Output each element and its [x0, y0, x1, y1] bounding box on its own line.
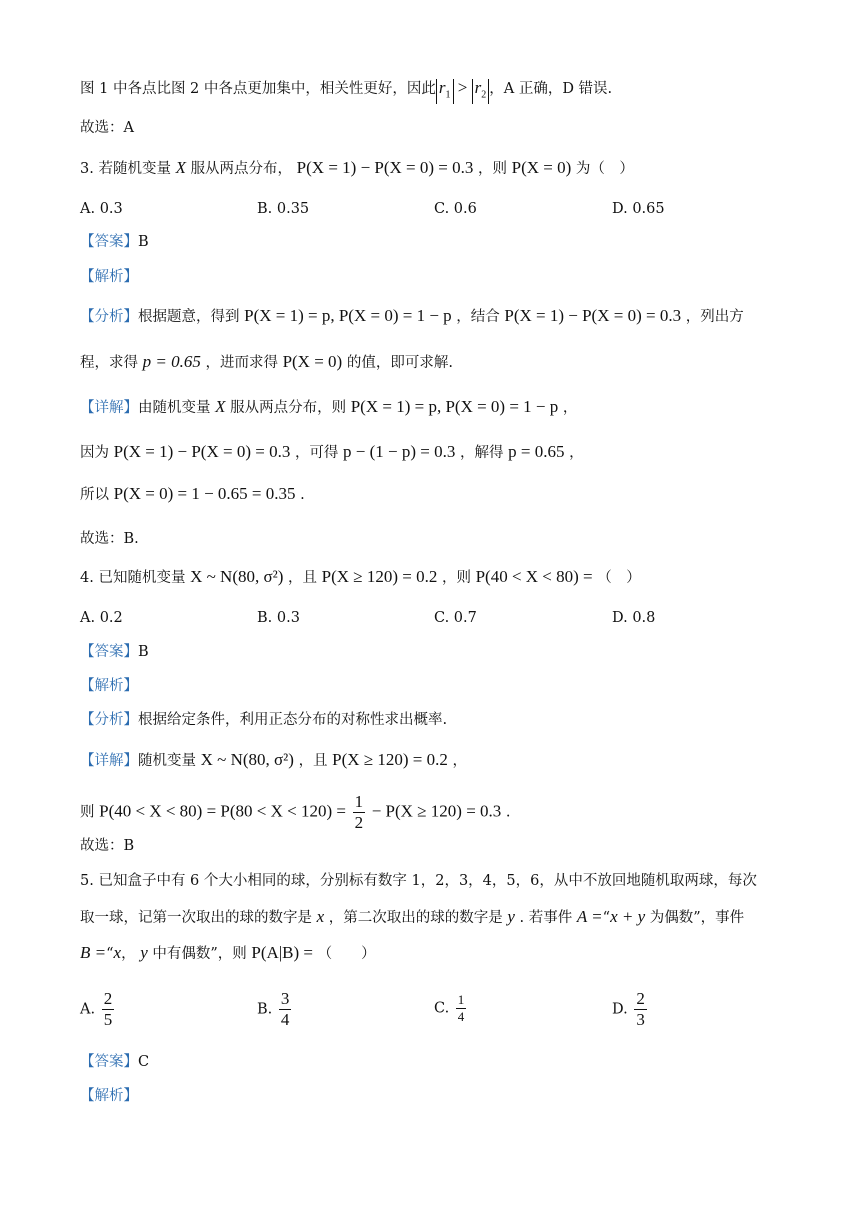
- q3-stem-formula-2: P(X = 0): [511, 158, 572, 177]
- q3-xiangjie-line-1: 【详解】由随机变量 X 服从两点分布，则 P(X = 1) = p, P(X = 0) = 1 − p ，: [80, 397, 578, 416]
- q4-option-a: A. 0.2: [80, 610, 123, 626]
- q5-option-c: C. $\frac{1}{4}$: [434, 992, 465, 1024]
- q3-analysis-tag: 【解析】: [80, 269, 138, 285]
- q3-stem-formula: P(X = 1) − P(X = 0) = 0.3: [296, 158, 474, 177]
- q2-conclusion-text: 图 1 中各点比图 2 中各点更加集中，相关性更好，因此: [80, 81, 436, 97]
- q4-option-b: B. 0.3: [257, 610, 300, 626]
- q4-choose: 故选：B: [80, 838, 135, 854]
- q2-conclusion-text-2: ，A 正确，D 错误.: [489, 81, 613, 97]
- q3-option-c: C. 0.6: [434, 201, 477, 217]
- q4-answer: 【答案】B: [80, 644, 149, 660]
- q5-stem-line-2: 取一球，记第一次取出的球的数字是 x ，第二次取出的球的数字是 y . 若事件 A =“x + y 为偶数”，事件: [80, 907, 745, 926]
- q3-option-a: A. 0.3: [80, 201, 123, 217]
- q3-option-b: B. 0.35: [257, 201, 310, 217]
- q5-option-b: B. $\frac{3}{4}$: [257, 989, 290, 1029]
- q4-xiangjie-line-2: 则 P(40 < X < 80) = P(80 < X < 120) = $\frac{1}{2}$ − P(X ≥ 120) = 0.3 .: [80, 792, 511, 832]
- q2-choose: 故选：A: [80, 120, 134, 136]
- q5-analysis-tag: 【解析】: [80, 1088, 138, 1104]
- q3-answer: 【答案】B: [80, 234, 149, 250]
- q4-stem: 4. 已知随机变量 X ~ N(80, σ²) ，且 P(X ≥ 120) = 0.2 ，则 P(40 < X < 80) = （ ）: [80, 567, 641, 586]
- q3-xiangjie-line-3: 所以 P(X = 0) = 1 − 0.65 = 0.35 .: [80, 484, 305, 503]
- fraction-one-half: $\frac{1}{2}$: [354, 792, 364, 832]
- answer-tag: 【答案】: [80, 234, 138, 250]
- q5-stem-line-1: 5. 已知盒子中有 6 个大小相同的球，分别标有数字 1，2，3，4，5，6，从中不放回地随机取两球，每次: [80, 873, 757, 889]
- abs-r1: $r_1 > r_2$: [436, 78, 489, 97]
- q3-fenxi-line-1: 【分析】根据题意，得到 P(X = 1) = p, P(X = 0) = 1 − p ，结合 P(X = 1) − P(X = 0) = 0.3 ，列出方: [80, 306, 744, 325]
- q3-fenxi-line-2: 程，求得 p = 0.65 ，进而求得 P(X = 0) 的值，即可求解.: [80, 352, 453, 371]
- q5-answer: 【答案】C: [80, 1054, 150, 1070]
- q3-stem: 3. 若随机变量 X 服从两点分布， P(X = 1) − P(X = 0) = 0.3 ，则 P(X = 0) 为（ ）: [80, 158, 634, 177]
- q2-conclusion-line: [80, 78, 612, 104]
- q3-choose: 故选：B.: [80, 531, 139, 547]
- q4-fenxi: 【分析】根据给定条件，利用正态分布的对称性求出概率.: [80, 712, 448, 728]
- q4-option-c: C. 0.7: [434, 610, 477, 626]
- q5-stem-line-3: B =“x， y 中有偶数”，则 P(A|B) = （ ）: [80, 943, 376, 962]
- q4-analysis-tag: 【解析】: [80, 678, 138, 694]
- q5-option-d: D. $\frac{2}{3}$: [612, 989, 645, 1029]
- q4-xiangjie-line-1: 【详解】随机变量 X ~ N(80, σ²) ，且 P(X ≥ 120) = 0.2 ，: [80, 750, 468, 769]
- q5-option-a: A. $\frac{2}{5}$: [80, 989, 113, 1029]
- q4-option-d: D. 0.8: [612, 610, 656, 626]
- q3-option-d: D. 0.65: [612, 201, 665, 217]
- q3-xiangjie-line-2: 因为 P(X = 1) − P(X = 0) = 0.3 ，可得 p − (1 − p) = 0.3 ，解得 p = 0.65 ，: [80, 442, 584, 461]
